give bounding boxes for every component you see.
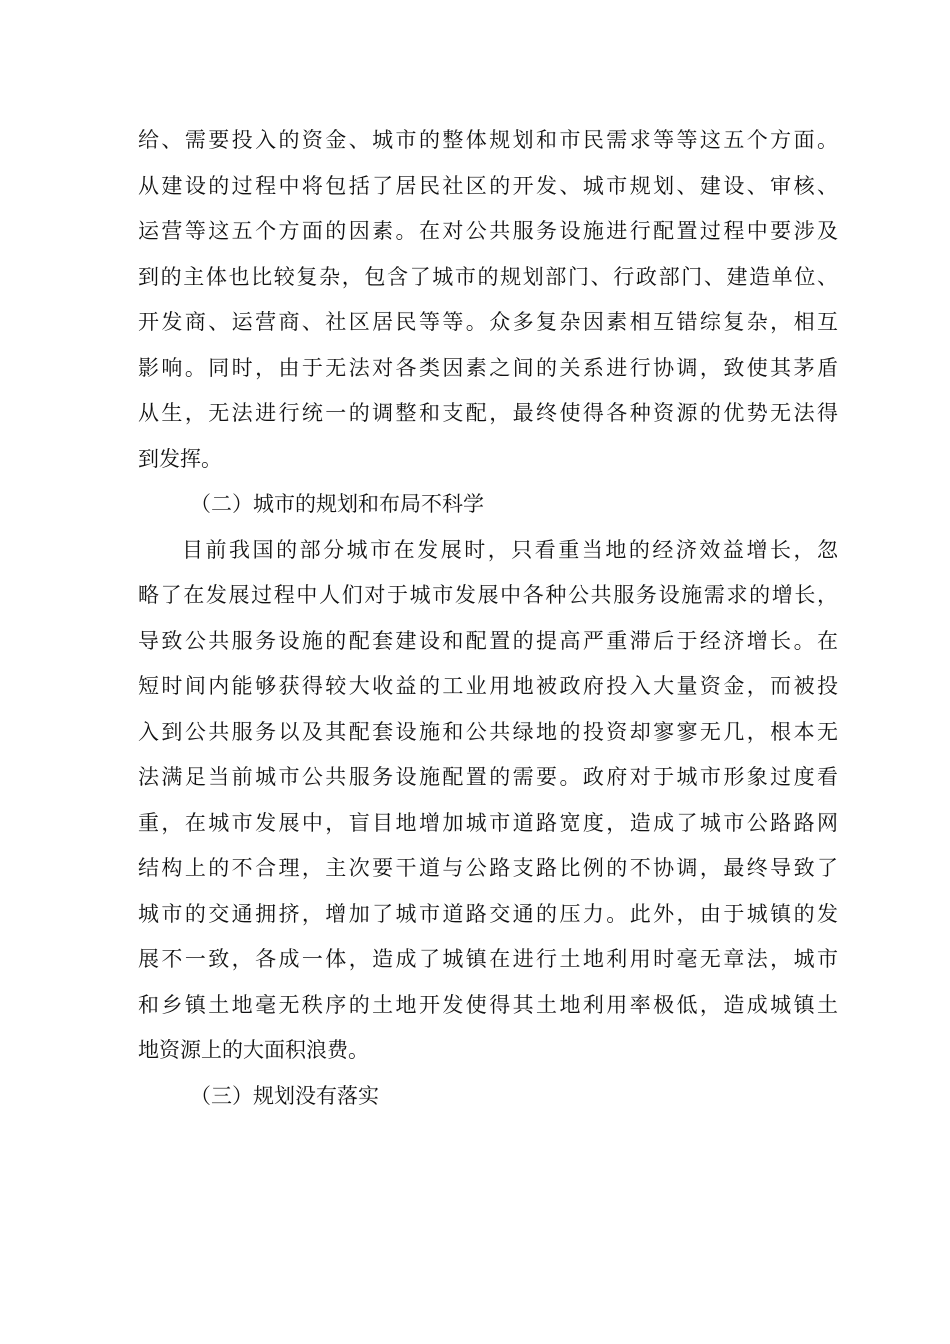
text-line: 和乡镇土地毫无秩序的土地开发使得其土地利用率极低，造成城镇土 <box>138 992 838 1017</box>
text-line: 从生，无法进行统一的调整和支配，最终使得各种资源的优势无法得 <box>138 401 838 425</box>
text-line: 法满足当前城市公共服务设施配置的需要。政府对于城市形象过度看 <box>138 765 838 789</box>
text-line: 短时间内能够获得较大收益的工业用地被政府投入大量资金，而被投 <box>138 674 838 698</box>
text-line: 到的主体也比较复杂，包含了城市的规划部门、行政部门、建造单位、 <box>138 264 838 289</box>
text-line: 地资源上的大面积浪费。 <box>138 1038 369 1062</box>
text-line: 运营等这五个方面的因素。在对公共服务设施进行配置过程中要涉及 <box>138 219 838 243</box>
text-line: 开发商、运营商、社区居民等等。众多复杂因素相互错综复杂，相互 <box>138 310 838 334</box>
document-body <box>138 118 838 1119</box>
text-line: 城市的交通拥挤，增加了城市道路交通的压力。此外，由于城镇的发 <box>138 901 838 926</box>
section-heading-3: （三）规划没有落实 <box>190 1083 379 1108</box>
paragraph-1 <box>138 118 838 482</box>
text-line: 影响。同时，由于无法对各类因素之间的关系进行协调，致使其茅盾 <box>138 355 838 380</box>
text-line: 到发挥。 <box>138 446 222 471</box>
text-line: 重，在城市发展中，盲目地增加城市道路宽度，造成了城市公路路网 <box>138 810 838 835</box>
text-line: 略了在发展过程中人们对于城市发展中各种公共服务设施需求的增长， <box>138 583 838 607</box>
paragraph-2 <box>138 528 838 1074</box>
text-line: 从建设的过程中将包括了居民社区的开发、城市规划、建设、审核、 <box>138 173 838 198</box>
section-heading-2: （二）城市的规划和布局不科学 <box>190 492 484 516</box>
text-line: 给、需要投入的资金、城市的整体规划和市民需求等等这五个方面。 <box>138 128 838 152</box>
text-line: 展不一致，各成一体，造成了城镇在进行土地利用时毫无章法，城市 <box>138 947 838 971</box>
text-line: 导致公共服务设施的配套建设和配置的提高严重滞后于经济增长。在 <box>138 628 838 653</box>
text-line: 入到公共服务以及其配套设施和公共绿地的投资却寥寥无几，根本无 <box>138 719 838 744</box>
text-line: 目前我国的部分城市在发展时，只看重当地的经济效益增长，忽 <box>182 537 838 562</box>
text-line: 结构上的不合理，主次要干道与公路支路比例的不协调，最终导致了 <box>138 856 838 880</box>
